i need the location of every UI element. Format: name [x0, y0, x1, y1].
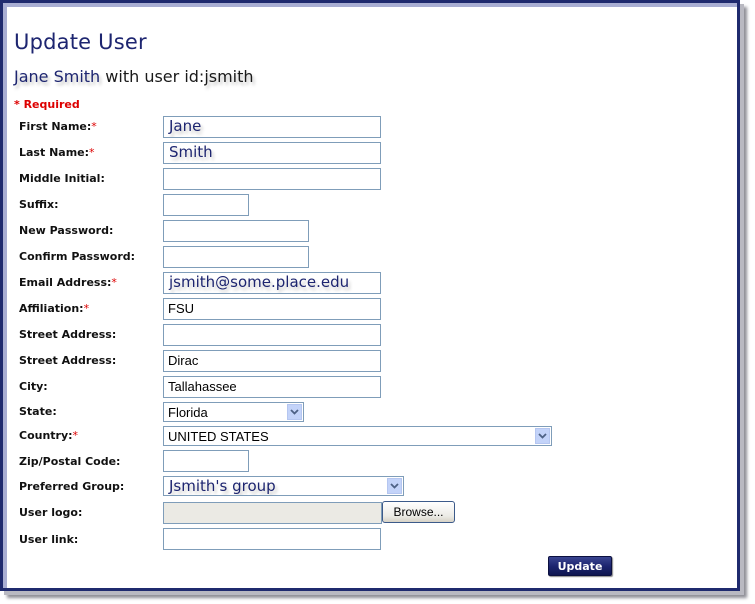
preferred-group-label: Preferred Group:: [19, 480, 125, 493]
browse-button[interactable]: Browse...: [382, 501, 455, 523]
middle-initial-label: Middle Initial:: [19, 172, 105, 185]
required-note: * Required: [14, 98, 80, 111]
user-logo-file-input[interactable]: [163, 502, 382, 524]
last-name-input[interactable]: Smith: [163, 142, 381, 164]
street-address-2-label: Street Address:: [19, 354, 117, 367]
user-id: jsmith: [204, 67, 254, 86]
affiliation-label: Affiliation:*: [19, 302, 90, 315]
chevron-down-icon[interactable]: [535, 428, 550, 444]
state-select[interactable]: [163, 402, 304, 422]
chevron-down-icon[interactable]: [287, 404, 302, 420]
first-name-label: First Name:*: [19, 120, 97, 133]
street-address-2-input[interactable]: Dirac: [163, 350, 381, 372]
page-title: Update User: [14, 30, 147, 54]
street-address-1-input[interactable]: [163, 324, 381, 346]
city-label: City:: [19, 380, 48, 393]
state-label: State:: [19, 405, 57, 418]
user-display-name: Jane Smith: [14, 67, 101, 86]
country-select-value: UNITED STATES: [168, 429, 269, 444]
middle-initial-input[interactable]: [163, 168, 381, 190]
email-label: Email Address:*: [19, 276, 117, 289]
user-link-label: User link:: [19, 533, 79, 546]
confirm-password-input[interactable]: [163, 246, 309, 268]
country-select[interactable]: [163, 426, 552, 446]
street-address-1-label: Street Address:: [19, 328, 117, 341]
email-input[interactable]: jsmith@some.place.edu: [163, 272, 381, 294]
state-select-value: Florida: [168, 405, 208, 420]
preferred-group-value: Jsmith's group: [169, 477, 276, 495]
new-password-input[interactable]: [163, 220, 309, 242]
chevron-down-icon[interactable]: [387, 478, 402, 494]
city-input[interactable]: Tallahassee: [163, 376, 381, 398]
new-password-label: New Password:: [19, 224, 114, 237]
zip-label: Zip/Postal Code:: [19, 455, 121, 468]
affiliation-input[interactable]: FSU: [163, 298, 381, 320]
suffix-input[interactable]: [163, 194, 249, 216]
user-heading: [14, 67, 254, 86]
first-name-input[interactable]: Jane: [163, 116, 381, 138]
country-label: Country:*: [19, 429, 79, 442]
zip-input[interactable]: [163, 450, 249, 472]
preferred-group-select[interactable]: [163, 476, 404, 496]
last-name-label: Last Name:*: [19, 146, 95, 159]
update-button[interactable]: Update: [548, 556, 612, 576]
user-logo-label: User logo:: [19, 506, 83, 519]
confirm-password-label: Confirm Password:: [19, 250, 136, 263]
user-id-prefix: with user id:: [105, 67, 205, 86]
suffix-label: Suffix:: [19, 198, 59, 211]
user-link-input[interactable]: [163, 528, 381, 550]
